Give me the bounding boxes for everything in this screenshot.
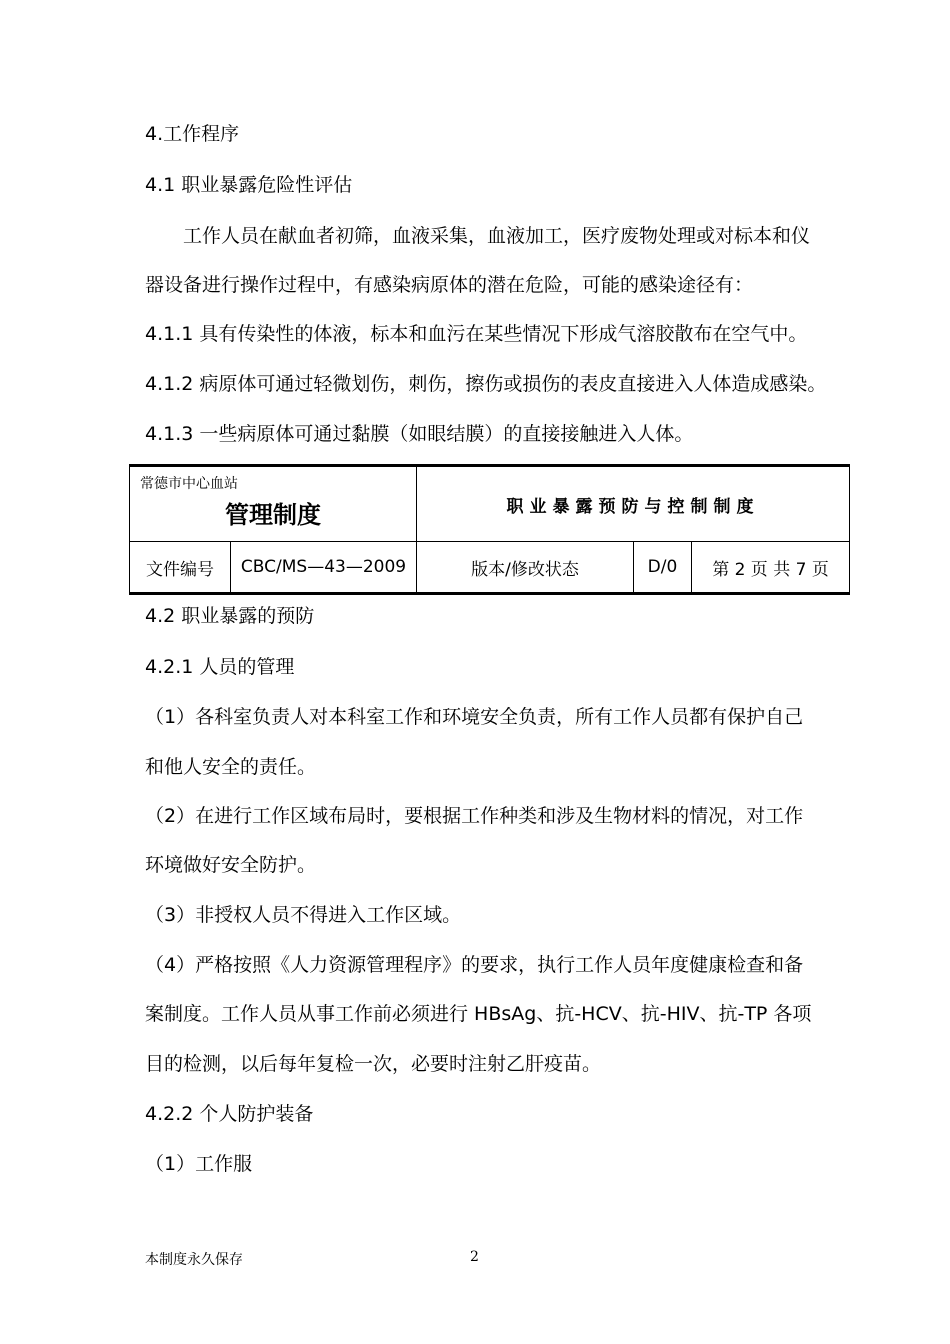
page-number: 2 (470, 1249, 479, 1265)
section-4-1-heading: 4.1 职业暴露危险性评估 (145, 174, 353, 196)
item-4-line-2: 案制度。工作人员从事工作前必须进行 HBsAg、抗-HCV、抗-HIV、抗-TP 各项 (145, 1003, 812, 1025)
document-title: 职业暴露预防与控制制度 (417, 466, 850, 542)
version: D/0 (634, 542, 692, 594)
section-4-2-heading: 4.2 职业暴露的预防 (145, 605, 315, 627)
footer-note: 本制度永久保存 (145, 1252, 243, 1268)
item-4-1-2: 4.1.2 病原体可通过轻微划伤，刺伤，擦伤或损伤的表皮直接进入人体造成感染。 (145, 373, 827, 395)
item-4-line-1: （4）严格按照《人力资源管理程序》的要求，执行工作人员年度健康检查和备 (145, 954, 804, 976)
paragraph-4-1-line-1: 工作人员在献血者初筛，血液采集，血液加工，医疗废物处理或对标本和仪 (183, 225, 811, 247)
section-4-2-1-heading: 4.2.1 人员的管理 (145, 656, 295, 678)
section-4-2-2-heading: 4.2.2 个人防护装备 (145, 1103, 314, 1125)
item-2-line-2: 环境做好安全防护。 (145, 854, 317, 876)
item-1-line-2: 和他人安全的责任。 (145, 756, 317, 778)
document-header-table (129, 464, 850, 595)
page-info: 第 2 页 共 7 页 (692, 542, 850, 594)
item-1-line-1: （1）各科室负责人对本科室工作和环境安全负责，所有工作人员都有保护自己 (145, 706, 804, 728)
file-no: CBC/MS—43—2009 (231, 542, 417, 594)
file-no-label: 文件编号 (130, 542, 231, 594)
section-4-heading: 4.工作程序 (145, 123, 240, 145)
item-4-1-1: 4.1.1 具有传染性的体液，标本和血污在某些情况下形成气溶胶散布在空气中。 (145, 323, 808, 345)
org-name: 常德市中心血站 (140, 476, 238, 492)
version-label: 版本/修改状态 (417, 542, 634, 594)
item-workwear: （1）工作服 (145, 1153, 253, 1175)
paragraph-4-1-line-2: 器设备进行操作过程中，有感染病原体的潜在危险，可能的感染途径有： (145, 274, 754, 296)
item-4-line-3: 目的检测，以后每年复检一次，必要时注射乙肝疫苗。 (145, 1053, 602, 1075)
item-2-line-1: （2）在进行工作区域布局时，要根据工作种类和涉及生物材料的情况，对工作 (145, 805, 804, 827)
doc-type: 管理制度 (225, 501, 321, 529)
item-3: （3）非授权人员不得进入工作区域。 (145, 904, 462, 926)
item-4-1-3: 4.1.3 一些病原体可通过黏膜（如眼结膜）的直接接触进入人体。 (145, 423, 694, 445)
org-cell (130, 466, 417, 542)
